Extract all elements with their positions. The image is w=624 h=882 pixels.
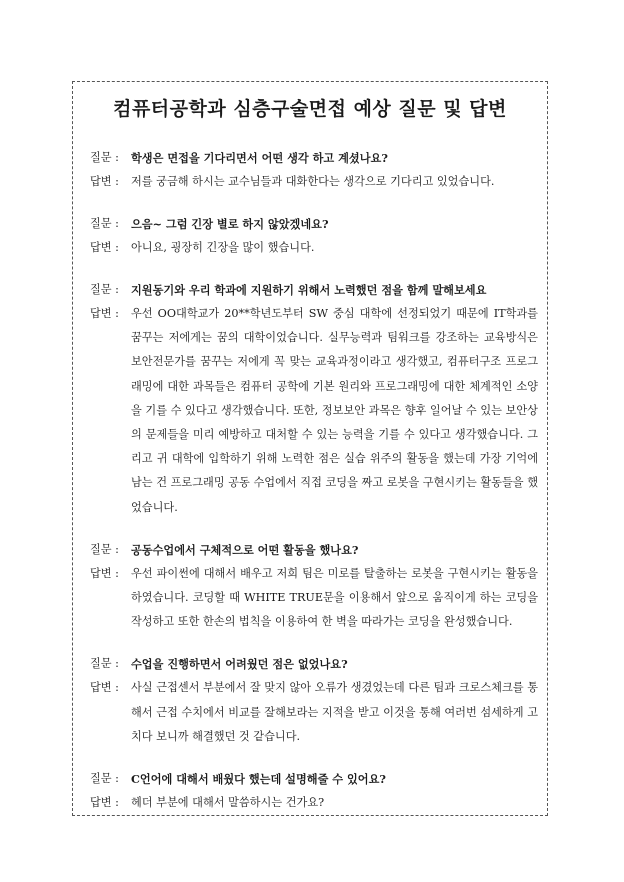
answer-tag: 답변 : — [90, 307, 119, 320]
answer-line — [90, 302, 538, 520]
question-tag: 질문 : — [90, 772, 119, 786]
question-line — [90, 146, 538, 170]
answer-tag: 답변 : — [90, 796, 119, 810]
answer-line — [90, 676, 538, 749]
document-title: 컴퓨터공학과 심층구술면접 예상 질문 및 답변 — [113, 98, 507, 120]
question-text: 지원동기와 우리 학과에 지원하기 위해서 노력했던 점을 함께 말해보세요 — [131, 283, 487, 297]
answer-tag: 답변 : — [90, 175, 119, 188]
answer-tag: 답변 : — [90, 681, 119, 695]
qa-item — [90, 146, 538, 194]
question-tag: 질문 : — [90, 542, 119, 556]
question-text: C언어에 대해서 배웠다 했는데 설명해줄 수 있어요? — [131, 772, 386, 787]
answer-line — [90, 791, 538, 815]
question-tag: 질문 : — [90, 217, 119, 230]
answer-line — [90, 236, 538, 260]
qa-item — [90, 767, 538, 815]
qa-list — [90, 146, 538, 833]
answer-tag: 답변 : — [90, 566, 119, 580]
answer-text: 사실 근접센서 부분에서 잘 맞지 않아 오류가 생겼었는데 다른 팀과 크로스체크를 통해서 근접 수치에서 비교를 잘해보라는 지적을 받고 이것을 통해 여러번 섬세하게 고치다 보니까 해결했던 것 같습니다. — [131, 681, 538, 743]
answer-text: 우선 파이썬에 대해서 배우고 저희 팀은 미로를 탈출하는 로봇을 구현시키는 활동을 하였습니다. 코딩할 때 WHITE TRUE문을 이용해서 앞으로 움직이게 하는 코딩을 작성하고 또한 한손의 법칙을 이용하여 한 벽을 따라가는 코딩을 완성했습니다. — [131, 566, 538, 629]
question-text: 으음~ 그럼 긴장 별로 하지 않았겠네요? — [131, 217, 329, 231]
question-tag: 질문 : — [90, 283, 119, 296]
question-line — [90, 538, 538, 562]
answer-text: 저를 궁금해 하시는 교수님들과 대화한다는 생각으로 기다리고 있었습니다. — [131, 175, 495, 188]
answer-line — [90, 170, 538, 194]
answer-line — [90, 562, 538, 635]
question-tag: 질문 : — [90, 657, 119, 671]
question-text: 공동수업에서 구체적으로 어떤 활동을 했나요? — [131, 542, 359, 557]
question-line — [90, 767, 538, 791]
question-text: 학생은 면접을 기다리면서 어떤 생각 하고 계셨나요? — [131, 151, 388, 165]
qa-item — [90, 278, 538, 520]
answer-text: 아니요, 굉장히 긴장을 많이 했습니다. — [131, 241, 315, 254]
answer-text: 우선 OO대학교가 20**학년도부터 SW 중심 대학에 선정되었기 때문에 IT학과를 꿈꾸는 저에게는 꿈의 대학이었습니다. 실무능력과 팀워크를 강조하는 교육방식은 보안전문가를 꿈꾸는 저에게 꼭 맞는 교육과정이라고 생각했고, 컴퓨터구조 프로그래밍에 대한 과목들은 컴퓨터 공학에 기본 원리와 프로그래밍에 대한 체계적인 소양을 기를 수 있다고 생각했습니다. 또한, 정보보안 과목은 향후 일어날 수 있는 보안상의 문제들을 미리 예방하고 대처할 수 있는 능력을 기를 수 있다고 생각했습니다. 그리고 귀 대학에 입학하기 위해 노력한 점은 실습 위주의 활동을 했는데 가장 기억에 남는 건 프로그래밍 공동 수업에서 직접 코딩을 짜고 로봇을 구현시키는 활동들을 했었습니다. — [131, 307, 538, 514]
question-text: 수업을 진행하면서 어려웠던 점은 없었나요? — [131, 657, 348, 672]
question-line — [90, 652, 538, 676]
answer-tag: 답변 : — [90, 241, 119, 254]
question-line — [90, 212, 538, 236]
qa-item — [90, 652, 538, 749]
qa-item — [90, 538, 538, 635]
answer-text: 헤더 부분에 대해서 말씀하시는 건가요? — [131, 796, 325, 810]
question-tag: 질문 : — [90, 151, 119, 164]
qa-item — [90, 212, 538, 260]
question-line — [90, 278, 538, 302]
